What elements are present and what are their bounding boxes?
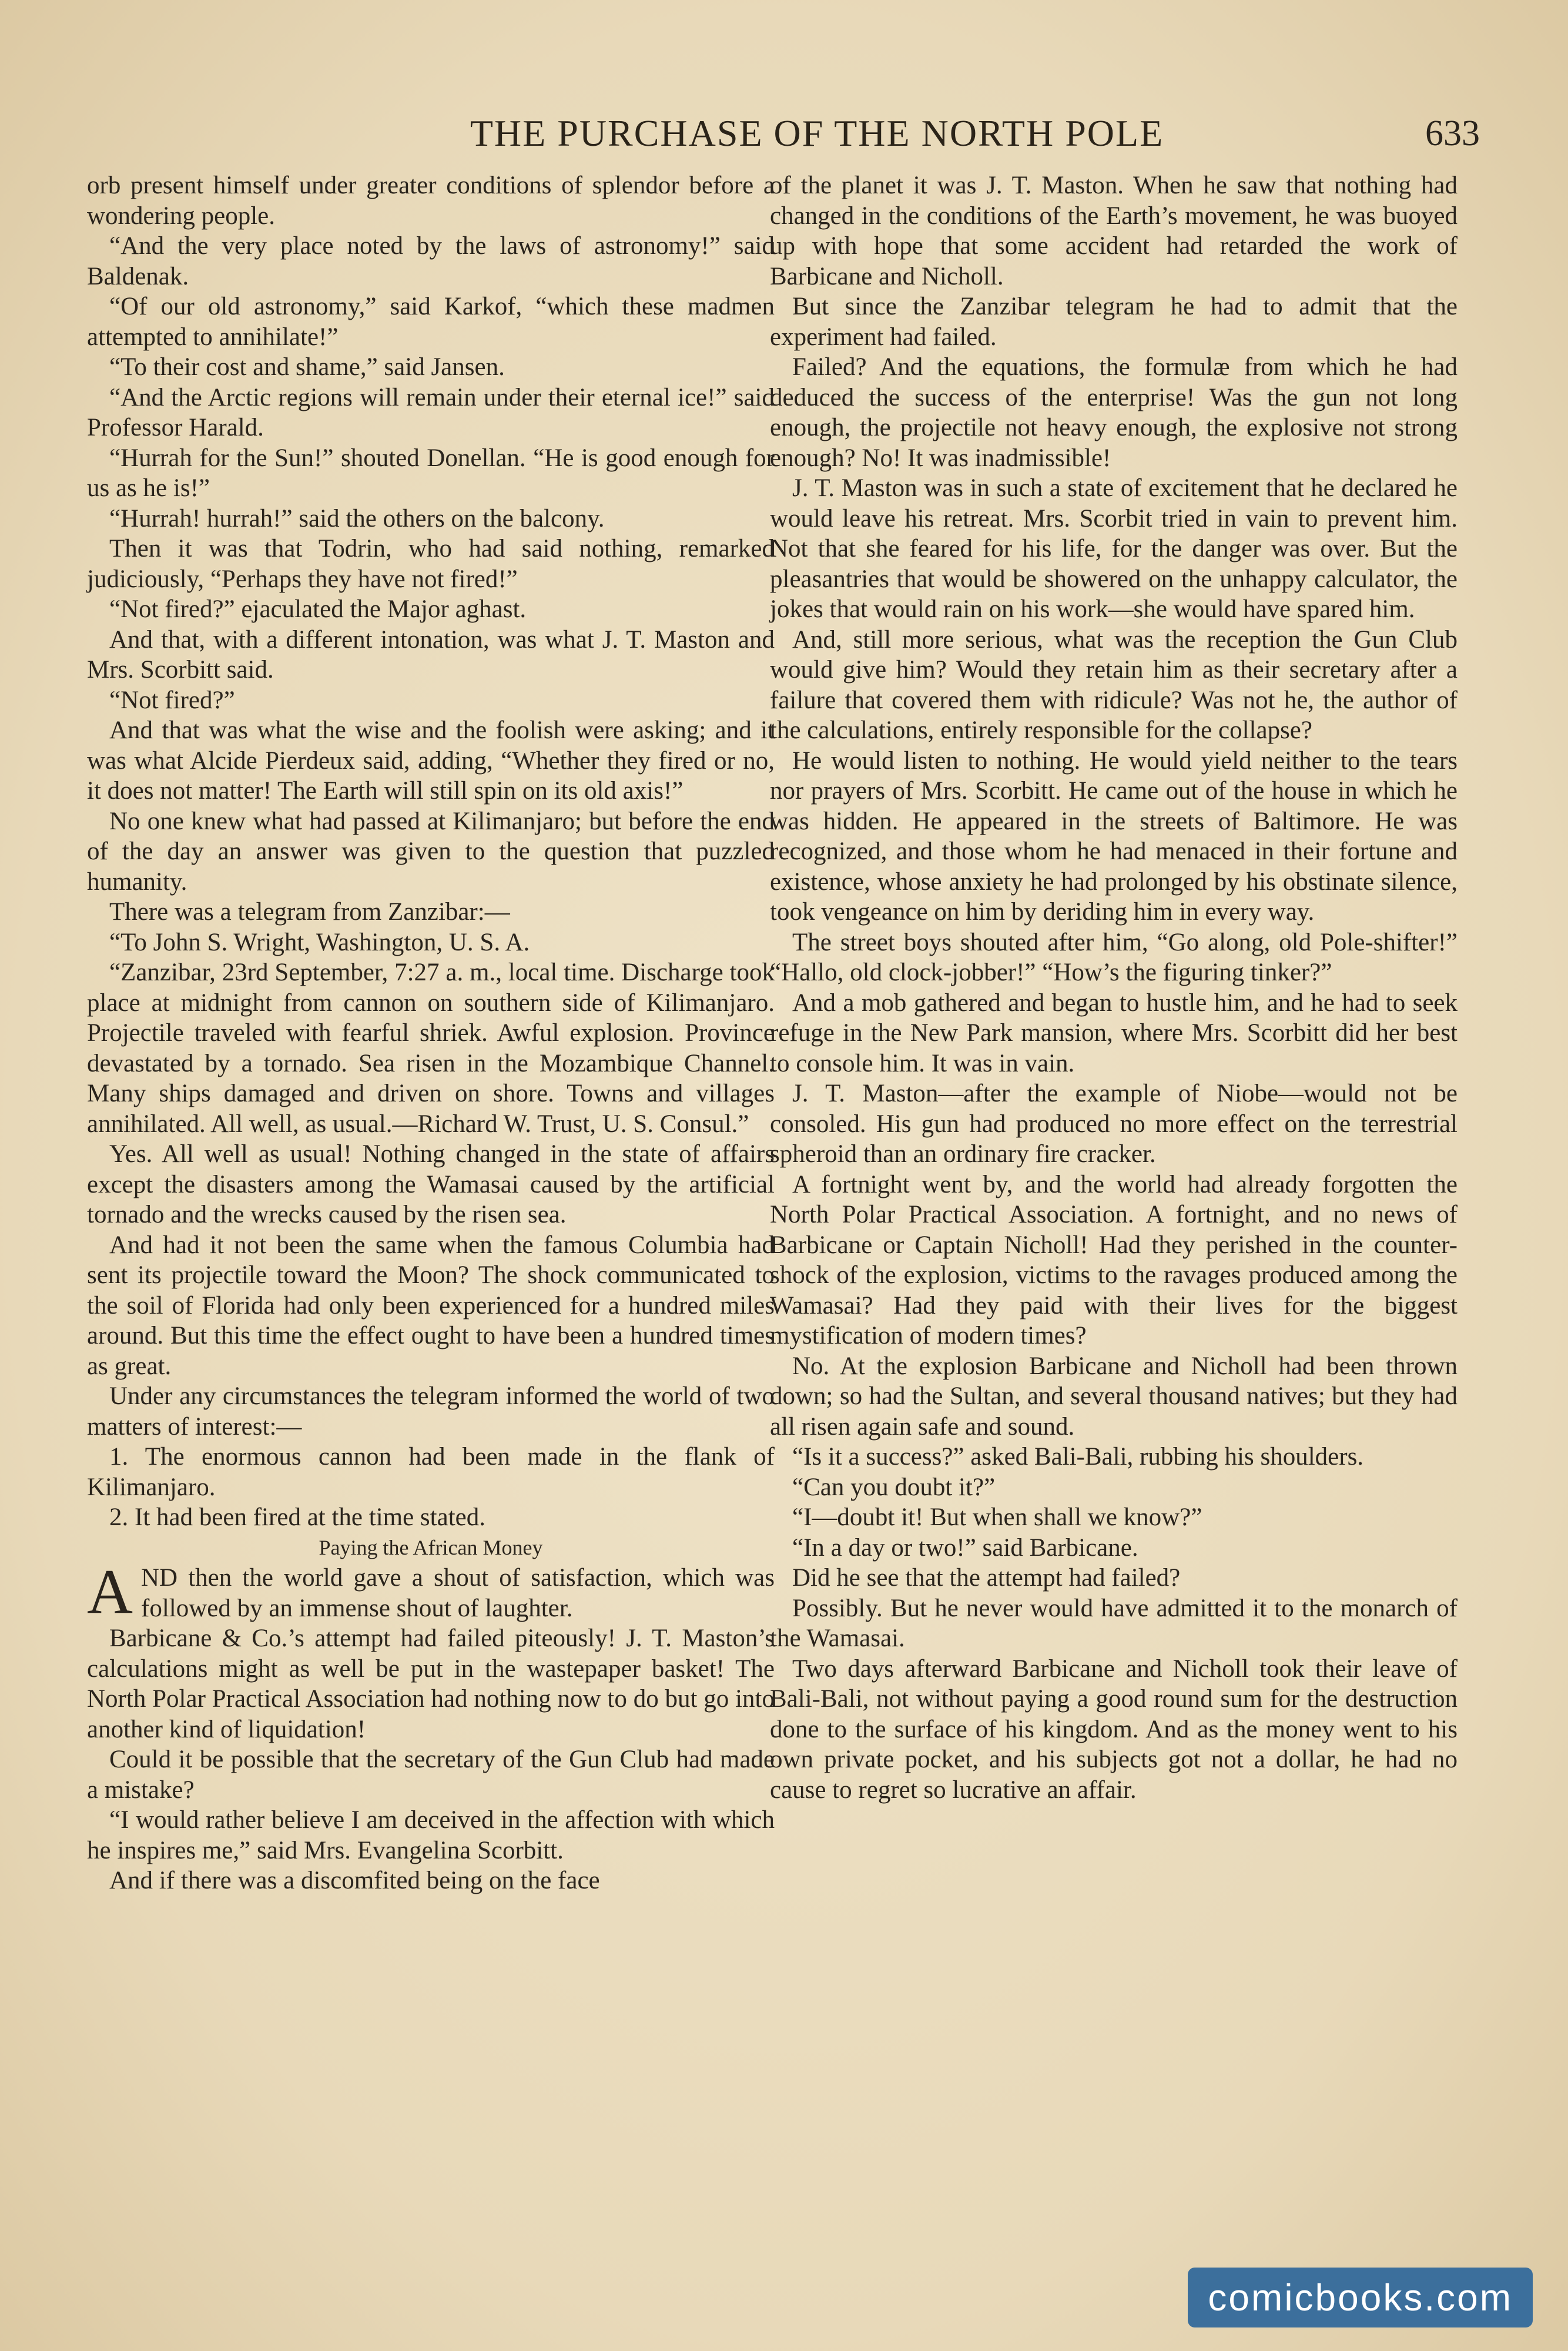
paragraph: No. At the explosion Barbicane and Nicholl had been thrown down; so had the Sultan, and several thousand natives; but they had all risen again safe and sound. xyxy=(770,1352,1458,1441)
numbered-item: 2. It had been fired at the time stated. xyxy=(109,1503,485,1531)
paragraph: “And the very place noted by the laws of astronomy!” said Baldenak. xyxy=(87,232,775,290)
paragraph: J. T. Maston—after the example of Niobe—would not be consoled. His gun had produced no more effect on the terrestrial spheroid than an ordinary fire cracker. xyxy=(770,1080,1458,1168)
paragraph: And a mob gathered and began to hustle him, and he had to seek refuge in the New Park mansion, where Mrs. Scorbitt did her best to console him. It was in vain. xyxy=(770,989,1458,1077)
left-column xyxy=(87,170,775,1896)
paragraph: “Not fired?” ejaculated the Major aghast. xyxy=(109,595,527,623)
paragraph: And if there was a discomfited being on the face xyxy=(109,1867,600,1894)
paragraph: And had it not been the same when the famous Columbia had sent its projectile toward the Moon? The shock communicated to the soil of Florida had only been experienced for a hundred miles around. But this time the effect ought to have been a hundred times as great. xyxy=(87,1231,775,1380)
paragraph: But since the Zanzibar telegram he had to admit that the experiment had failed. xyxy=(770,293,1458,351)
paragraph: “To their cost and shame,” said Jansen. xyxy=(109,353,505,381)
paragraph: “Is it a success?” asked Bali-Bali, rubbing his shoulders. xyxy=(792,1443,1364,1471)
paragraph: of the planet it was J. T. Maston. When he saw that nothing had changed in the conditions of the Earth’s movement, he was buoyed up with hope that some accident had retarded the work of Barbicane and Nicholl. xyxy=(770,172,1458,290)
paragraph: And, still more serious, what was the reception the Gun Club would give him? Would they retain him as their secretary after a failure that covered them with ridicule? Was not he, the author of the calculations, entirely responsible for the collapse? xyxy=(770,625,1458,744)
paragraph: J. T. Maston was in such a state of excitement that he declared he would leave his retreat. Mrs. Scorbit tried in vain to prevent him. Not that she feared for his life, for the danger was over. But the pleasantries that would be showered on the unhappy calculator, the jokes that would rain on his work—she would have spared him. xyxy=(770,474,1458,623)
paragraph: No one knew what had passed at Kilimanjaro; but before the end of the day an answer was given to the question that puzzled humanity. xyxy=(87,807,775,896)
paragraph: Yes. All well as usual! Nothing changed in the state of affairs except the disasters among the Wamasai caused by the artificial tornado and the wrecks caused by the risen sea. xyxy=(87,1140,775,1228)
drop-cap: A xyxy=(87,1557,133,1627)
paragraph: He would listen to nothing. He would yield neither to the tears nor prayers of Mrs. Scorbitt. He came out of the house in which he was hidden. He appeared in the streets of Baltimore. He was recognized, and those whom he had menaced in their fortune and existence, whose anxiety he had prolonged by his obstinate silence, took vengeance on him by deriding him in every way. xyxy=(770,746,1458,926)
paragraph: Could it be possible that the secretary of the Gun Club had made a mistake? xyxy=(87,1746,775,1804)
paragraph: “Hurrah for the Sun!” shouted Donellan. “He is good enough for us as he is!” xyxy=(87,444,775,502)
section-subheading: Paying the African Money xyxy=(319,1535,543,1559)
site-watermark: comicbooks.com xyxy=(1188,2268,1533,2327)
paragraph: There was a telegram from Zanzibar:— xyxy=(109,898,510,926)
paragraph: “I—doubt it! But when shall we know?” xyxy=(792,1503,1202,1531)
paragraph: Possibly. But he never would have admitted it to the monarch of the Wamasai. xyxy=(770,1594,1458,1652)
paragraph: Barbicane & Co.’s attempt had failed piteously! J. T. Maston’s calculations might as well be put in the wastepaper basket! The North Polar Practical Association had nothing now to do but go into another kind of liquidation! xyxy=(87,1625,775,1743)
paragraph: And that, with a different intonation, was what J. T. Maston and Mrs. Scorbitt said. xyxy=(87,625,775,684)
paragraph: And that was what the wise and the foolish were asking; and it was what Alcide Pierdeux said, adding, “Whether they fired or no, it does not matter! The Earth will still spin on its old axis!” xyxy=(87,716,775,805)
paragraph: “I would rather believe I am deceived in the affection with which he inspires me,” said Mrs. Evangelina Scorbitt. xyxy=(87,1806,775,1864)
paragraph: “Hurrah! hurrah!” said the others on the balcony. xyxy=(109,504,605,533)
paragraph: Failed? And the equations, the formulæ from which he had deduced the success of the enterprise! Was the gun not long enough, the projectile not heavy enough, the explosive not strong enough? No! It was inadmissible! xyxy=(770,353,1458,472)
paragraph: The street boys shouted after him, “Go along, old Pole-shifter!” “Hallo, old clock-jobber!” “How’s the figuring tinker?” xyxy=(770,928,1458,986)
telegram-body: “Zanzibar, 23rd September, 7:27 a. m., local time. Discharge took place at midnight from cannon on southern side of Kilimanjaro. Projectile traveled with fearful shriek. Awful explosion. Province devastated by a tornado. Sea risen in the Mozambique Channel. Many ships damaged and driven on shore. Towns and villages annihilated. All well, as usual.—Richard W. Trust, U. S. Consul.” xyxy=(87,959,775,1138)
right-column xyxy=(770,170,1458,1805)
dropcap-paragraph xyxy=(87,1557,775,1627)
telegram-address: “To John S. Wright, Washington, U. S. A. xyxy=(109,928,530,956)
paragraph: orb present himself under greater conditions of splendor before a wondering people. xyxy=(87,172,775,230)
paragraph: Then it was that Todrin, who had said nothing, remarked judiciously, “Perhaps they have not fired!” xyxy=(87,535,775,593)
paragraph: Under any circumstances the telegram informed the world of two matters of interest:— xyxy=(87,1382,775,1441)
paragraph: “Can you doubt it?” xyxy=(792,1473,996,1501)
paragraph: A fortnight went by, and the world had already forgotten the North Polar Practical Association. A fortnight, and no news of Barbicane or Captain Nicholl! Had they perished in the counter-shock of the explosion, victims to the ravages produced among the Wamasai? Had they paid with their lives for the biggest mystification of modern times? xyxy=(770,1170,1458,1349)
dropcap-paragraph-text: ND then the world gave a shout of satisfaction, which was followed by an immense shout of laughter. xyxy=(141,1564,775,1622)
paragraph: “Of our old astronomy,” said Karkof, “which these madmen attempted to annihilate!” xyxy=(87,293,775,351)
running-head-title: THE PURCHASE OF THE NORTH POLE xyxy=(470,112,1164,154)
paragraph: “Not fired?” xyxy=(109,686,235,714)
paragraph: “In a day or two!” said Barbicane. xyxy=(792,1533,1138,1562)
paragraph: Did he see that the attempt had failed? xyxy=(792,1564,1181,1592)
numbered-item: 1. The enormous cannon had been made in the flank of Kilimanjaro. xyxy=(87,1443,775,1501)
paragraph: Two days afterward Barbicane and Nicholl took their leave of Bali-Bali, not without paying a good round sum for the destruction done to the surface of his kingdom. And as the money went to his own private pocket, and his subjects got not a dollar, he had no cause to regret so lucrative an affair. xyxy=(770,1655,1458,1804)
page-number: 633 xyxy=(1425,113,1480,153)
paragraph: “And the Arctic regions will remain under their eternal ice!” said Professor Harald. xyxy=(87,383,775,441)
